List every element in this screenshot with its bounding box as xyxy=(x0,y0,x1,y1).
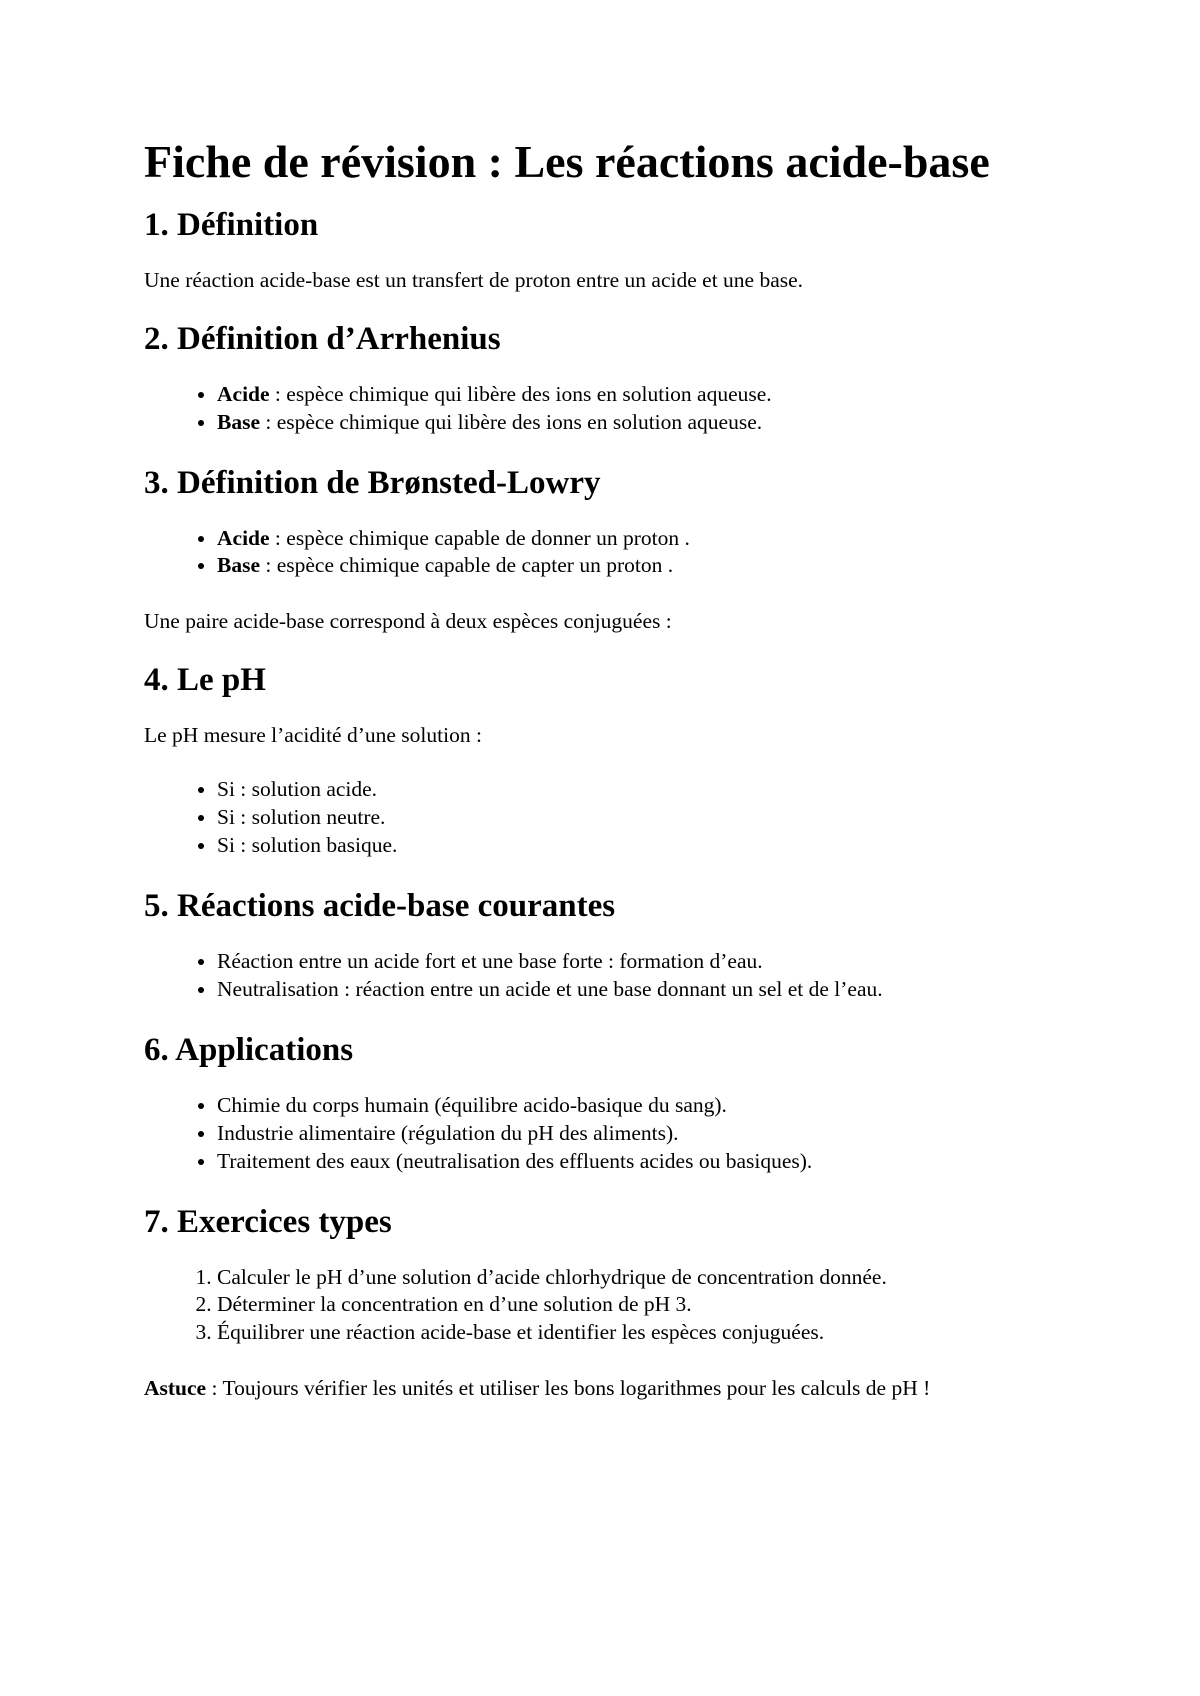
list-item: • Si : solution basique. xyxy=(217,832,1100,860)
list-item: • Si : solution acide. xyxy=(217,776,1100,804)
section-3-paragraph: Une paire acide-base correspond à deux espèces conjuguées : xyxy=(144,609,672,634)
section-1-heading: 1. Définition xyxy=(144,206,319,243)
section-4-paragraph: Le pH mesure l’acidité d’une solution : xyxy=(144,723,482,748)
term-label: Base xyxy=(217,553,260,578)
section-5-list xyxy=(144,948,1100,1004)
term-label: Acide xyxy=(217,381,270,406)
tip-text: : Toujours vérifier les unités et utiliser les bons logarithmes pour les calculs de pH ! xyxy=(206,1376,931,1401)
section-2-list xyxy=(144,381,1100,437)
list-item: 1. Calculer le pH d’une solution d’acide chlorhydrique de concentration donnée. xyxy=(217,1264,1100,1292)
list-item: • Réaction entre un acide fort et une base forte : formation d’eau. xyxy=(217,948,1100,976)
item-text: : espèce chimique qui libère des ions en solution aqueuse. xyxy=(260,409,763,434)
list-item: • Si : solution neutre. xyxy=(217,804,1100,832)
list-item xyxy=(217,552,1100,580)
section-7-heading: 7. Exercices types xyxy=(144,1203,392,1240)
item-text: : espèce chimique qui libère des ions en solution aqueuse. xyxy=(269,381,772,406)
list-item: • Chimie du corps humain (équilibre acido-basique du sang). xyxy=(217,1092,1100,1120)
section-4-list xyxy=(144,776,1100,860)
term-label: Base xyxy=(217,409,260,434)
list-item: • Traitement des eaux (neutralisation des effluents acides ou basiques). xyxy=(217,1148,1100,1176)
list-item xyxy=(217,525,1100,553)
list-item: 3. Équilibrer une réaction acide-base et identifier les espèces conjuguées. xyxy=(217,1319,1100,1347)
list-item: • Industrie alimentaire (régulation du pH des aliments). xyxy=(217,1120,1100,1148)
section-6-list xyxy=(144,1092,1100,1176)
section-2-heading: 2. Définition d’Arrhenius xyxy=(144,320,501,357)
term-label: Acide xyxy=(217,525,270,550)
list-item: 2. Déterminer la concentration en d’une solution de pH 3. xyxy=(217,1291,1100,1319)
list-item xyxy=(217,381,1100,409)
item-text: : espèce chimique capable de donner un proton . xyxy=(269,525,690,550)
tip-label: Astuce xyxy=(144,1376,207,1401)
tip-paragraph xyxy=(144,1375,1100,1403)
item-text: : espèce chimique capable de capter un proton . xyxy=(260,553,674,578)
page-title: Fiche de révision : Les réactions acide-base xyxy=(144,136,990,187)
section-3-heading: 3. Définition de Brønsted-Lowry xyxy=(144,464,601,501)
section-5-heading: 5. Réactions acide-base courantes xyxy=(144,888,616,925)
list-item xyxy=(217,409,1100,437)
section-7-list xyxy=(144,1264,1100,1348)
section-6-heading: 6. Applications xyxy=(144,1031,354,1068)
section-4-heading: 4. Le pH xyxy=(144,662,266,699)
section-3-list xyxy=(144,525,1100,581)
list-item: • Neutralisation : réaction entre un acide et une base donnant un sel et de l’eau. xyxy=(217,976,1100,1004)
section-1-paragraph: Une réaction acide-base est un transfert de proton entre un acide et une base. xyxy=(144,267,804,292)
